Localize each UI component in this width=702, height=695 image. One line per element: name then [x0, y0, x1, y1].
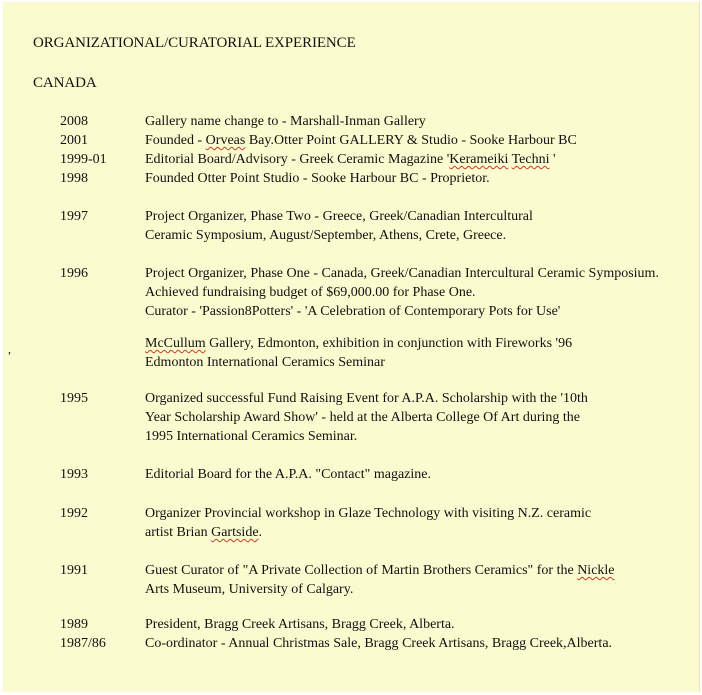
entry-line: Guest Curator of "A Private Collection of Martin Brothers Ceramics" for the Nickle	[145, 563, 615, 578]
entry-year: 1991	[60, 563, 88, 578]
stray-mark: ,	[8, 342, 11, 356]
entry-line: Editorial Board for the A.P.A. "Contact" magazine.	[145, 467, 431, 482]
entry-line: Project Organizer, Phase Two - Greece, Greek/Canadian Intercultural	[145, 209, 533, 224]
entry-description	[145, 334, 572, 372]
entry-line: Ceramic Symposium, August/September, Athens, Crete, Greece.	[145, 228, 507, 243]
entry-description	[145, 615, 455, 634]
entry-year: 1992	[60, 506, 88, 521]
entry-line: Arts Museum, University of Calgary.	[145, 582, 354, 597]
entry-description	[145, 561, 615, 599]
entry-line: 1995 International Ceramics Seminar.	[145, 429, 358, 444]
entry-year: 1999-01	[60, 152, 107, 167]
entry-line: Year Scholarship Award Show' - held at the Alberta College Of Art during the	[145, 410, 581, 425]
entry-line: Edmonton International Ceramics Seminar	[145, 355, 385, 370]
entry-description	[145, 169, 490, 188]
entry-line: Editorial Board/Advisory - Greek Ceramic Magazine 'Kerameiki Techni '	[145, 152, 556, 167]
entry-year: 1993	[60, 467, 88, 482]
entry-line: Organized successful Fund Raising Event for A.P.A. Scholarship with the '10th	[145, 391, 588, 406]
entry-year: 1995	[60, 391, 88, 406]
entry-year: 2008	[60, 114, 88, 129]
entry-line: Gallery name change to - Marshall-Inman Gallery	[145, 114, 426, 129]
entry-description	[145, 504, 591, 542]
document-page	[3, 2, 700, 692]
entry-year: 2001	[60, 133, 88, 148]
entry-description	[145, 207, 533, 245]
entry-line: artist Brian Gartside.	[145, 525, 263, 540]
entry-year: 1987/86	[60, 636, 106, 651]
entry-line: McCullum Gallery, Edmonton, exhibition in conjunction with Fireworks '96	[145, 336, 573, 351]
entry-line: Founded Otter Point Studio - Sooke Harbour BC - Proprietor.	[145, 171, 490, 186]
entry-description	[145, 112, 426, 131]
entry-description	[145, 465, 431, 484]
entry-line: Achieved fundraising budget of $69,000.00 for Phase One.	[145, 285, 476, 300]
entry-year: 1998	[60, 171, 88, 186]
entry-line: Curator - 'Passion8Potters' - 'A Celebration of Contemporary Pots for Use'	[145, 304, 561, 319]
entry-description	[145, 131, 577, 150]
entry-description	[145, 150, 556, 169]
entry-line: Project Organizer, Phase One - Canada, Greek/Canadian Intercultural Ceramic Symposium.	[145, 266, 659, 281]
entry-description	[145, 634, 612, 653]
entry-year: 1996	[60, 266, 88, 281]
entry-line: Organizer Provincial workshop in Glaze Technology with visiting N.Z. ceramic	[145, 506, 592, 521]
entry-year: 1989	[60, 617, 88, 632]
entry-line: Co-ordinator - Annual Christmas Sale, Bragg Creek Artisans, Bragg Creek,Alberta.	[145, 636, 613, 651]
entry-year: 1997	[60, 209, 88, 224]
document-title: ORGANIZATIONAL/CURATORIAL EXPERIENCE	[33, 35, 356, 51]
entry-line: Founded - Orveas Bay.Otter Point GALLERY & Studio - Sooke Harbour BC	[145, 133, 577, 148]
entry-line: President, Bragg Creek Artisans, Bragg Creek, Alberta.	[145, 617, 455, 632]
entry-description	[145, 389, 588, 446]
entry-description	[145, 264, 659, 321]
section-heading: CANADA	[33, 75, 97, 91]
